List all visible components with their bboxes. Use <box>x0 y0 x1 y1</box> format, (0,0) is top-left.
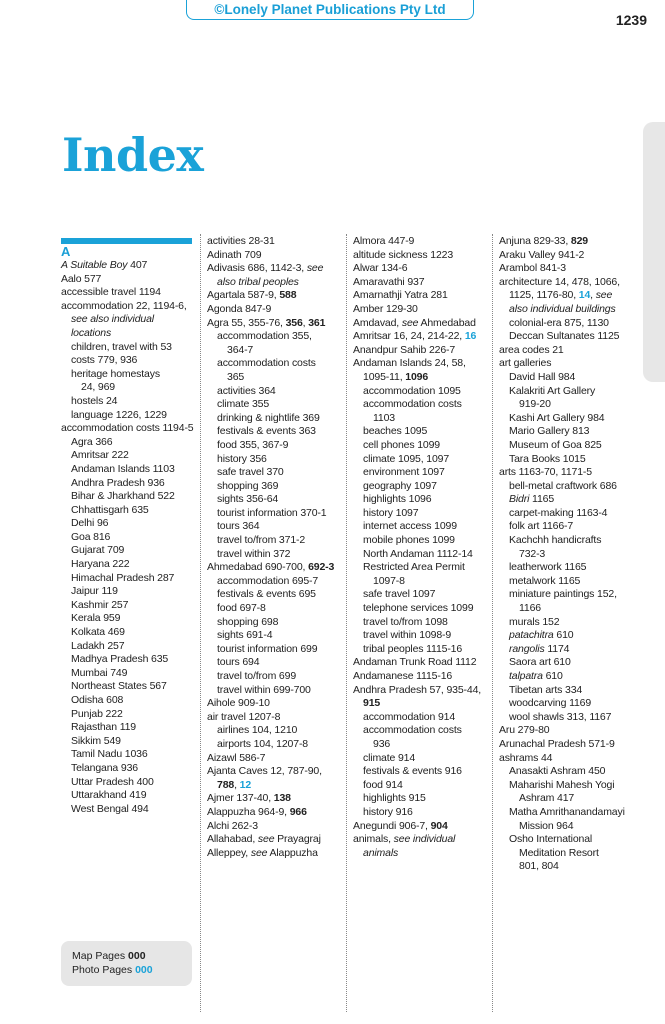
letter-bar <box>61 238 192 244</box>
index-entry: 1125, 1176-80, 14, see <box>509 289 613 302</box>
index-entry: Amarnathji Yatra 281 <box>353 289 448 302</box>
index-entry: food 697-8 <box>217 602 266 615</box>
index-entry: 732-3 <box>519 547 546 560</box>
index-entry: Tibetan arts 334 <box>509 683 583 696</box>
index-entry: bell-metal craftwork 686 <box>509 479 617 492</box>
index-entry: Matha Amrithanandamayi <box>509 805 625 818</box>
index-entry: Tamil Nadu 1036 <box>71 748 148 761</box>
index-entry: shopping 698 <box>217 615 279 628</box>
index-entry: 801, 804 <box>519 860 559 873</box>
index-entry: highlights 1096 <box>363 493 432 506</box>
index-entry: Saora art 610 <box>509 656 571 669</box>
letter-heading: A <box>61 244 71 259</box>
index-entry: Mission 964 <box>519 819 574 832</box>
index-entry: Maharishi Mahesh Yogi <box>509 778 615 791</box>
index-entry: food 914 <box>363 778 403 791</box>
index-entry: tours 694 <box>217 656 260 669</box>
index-entry: travel to/from 699 <box>217 670 297 682</box>
index-entry: Anandpur Sahib 226-7 <box>353 343 456 356</box>
entries-column-2 <box>207 235 342 860</box>
index-entry: children, travel with 53 <box>71 340 172 353</box>
legend-photo-value: 000 <box>135 964 153 976</box>
index-entry: Agra 366 <box>71 435 113 448</box>
index-entry: murals 152 <box>509 615 560 628</box>
index-entry: Amritsar 16, 24, 214-22, 16 <box>353 330 477 343</box>
index-entry: travel within 372 <box>217 547 291 560</box>
index-entry: Amaravathi 937 <box>353 275 425 288</box>
index-entry: accommodation 695-7 <box>217 574 319 587</box>
index-entry: environment 1097 <box>363 466 445 479</box>
legend-map-value: 000 <box>128 950 146 962</box>
index-entry: accommodation 1095 <box>363 384 461 397</box>
index-column-2 <box>207 235 342 860</box>
index-entry: safe travel 1097 <box>363 588 436 601</box>
index-entry: climate 1095, 1097 <box>363 452 450 465</box>
index-entry: patachitra 610 <box>509 629 574 642</box>
index-entry: Allahabad, see Prayagraj <box>207 833 321 846</box>
index-entry: accommodation costs <box>363 724 462 737</box>
index-entry: safe travel 370 <box>217 466 284 479</box>
index-entry: animals, see individual <box>353 833 456 846</box>
index-entry: Andaman Islands 1103 <box>71 462 175 475</box>
index-entry: festivals & events 695 <box>217 588 316 601</box>
index-entry: 919-20 <box>519 398 551 411</box>
index-entry: Araku Valley 941-2 <box>499 248 585 261</box>
index-entry: festivals & events 363 <box>217 425 316 438</box>
index-entry: metalwork 1165 <box>509 574 581 587</box>
index-entry: food 355, 367-9 <box>217 438 289 451</box>
index-entry: leatherwork 1165 <box>509 561 587 574</box>
index-entry: art galleries <box>499 357 552 370</box>
index-entry: see also individual <box>71 313 154 326</box>
index-entry: sights 691-4 <box>217 629 273 642</box>
index-entry: Kolkata 469 <box>71 626 125 639</box>
page-title: Index <box>62 128 204 182</box>
index-entry: history 916 <box>363 805 413 818</box>
index-entry: Arunachal Pradesh 571-9 <box>499 737 615 750</box>
index-entry: airports 104, 1207-8 <box>217 737 308 750</box>
index-entry: Uttarakhand 419 <box>71 789 147 802</box>
index-entry: Kashmir 257 <box>71 598 129 611</box>
index-entry: Ajanta Caves 12, 787-90, <box>207 765 322 778</box>
index-column-4 <box>499 235 639 874</box>
index-entry: costs 779, 936 <box>71 354 138 367</box>
index-entry: Madhya Pradesh 635 <box>71 653 169 666</box>
index-entry: David Hall 984 <box>509 370 576 383</box>
index-entry: internet access 1099 <box>363 520 457 533</box>
index-entry: Ashram 417 <box>519 792 575 805</box>
index-entry: Alwar 134-6 <box>353 262 408 275</box>
index-entry: 1166 <box>519 602 541 615</box>
index-entry: Kashi Art Gallery 984 <box>509 411 605 424</box>
index-entry: telephone services 1099 <box>363 602 474 615</box>
index-entry: accessible travel 1194 <box>61 286 161 299</box>
index-entry: Tara Books 1015 <box>509 452 586 465</box>
index-entry: Gujarat 709 <box>71 544 125 557</box>
index-entry: accommodation 22, 1194-6, <box>61 299 187 312</box>
index-entry: festivals & events 916 <box>363 765 462 778</box>
index-entry: folk art 1166-7 <box>509 520 574 533</box>
page-legend <box>61 941 192 986</box>
index-entry: Delhi 96 <box>71 517 109 530</box>
index-column-1 <box>61 238 192 816</box>
index-entry: cell phones 1099 <box>363 438 440 451</box>
index-entry: Odisha 608 <box>71 694 124 706</box>
index-entry: woodcarving 1169 <box>509 697 592 710</box>
index-entry: Agonda 847-9 <box>207 302 272 315</box>
index-entry: Andhra Pradesh 936 <box>71 476 165 489</box>
index-entry: Amritsar 222 <box>71 449 129 462</box>
index-entry: Amdavad, see Ahmedabad <box>353 316 476 329</box>
index-entry: A Suitable Boy 407 <box>61 259 148 271</box>
index-entry: drinking & nightlife 369 <box>217 411 320 424</box>
index-entry: North Andaman 1112-14 <box>363 547 473 560</box>
index-entry: 1103 <box>373 411 395 424</box>
index-entry: ashrams 44 <box>499 751 553 764</box>
index-entry: Meditation Resort <box>519 846 599 859</box>
index-entry: 936 <box>373 737 391 750</box>
index-entry: 788, 12 <box>217 778 252 791</box>
index-entry: Anasakti Ashram 450 <box>509 765 606 778</box>
index-entry: Alappuzha 964-9, 966 <box>207 805 307 818</box>
index-entry: Goa 816 <box>71 530 111 543</box>
index-entry: arts 1163-70, 1171-5 <box>499 466 592 479</box>
legend-photo-label: Photo Pages <box>72 964 133 976</box>
index-entry: Ladakh 257 <box>71 639 125 652</box>
index-entry: wool shawls 313, 1167 <box>509 710 612 723</box>
index-entry: climate 914 <box>363 751 416 764</box>
index-entry: Kerala 959 <box>71 612 121 625</box>
index-entry: Andaman Trunk Road 1112 <box>353 656 477 669</box>
index-entry: Almora 447-9 <box>353 235 415 247</box>
index-entry: travel within 699-700 <box>217 683 311 696</box>
entries-column-3 <box>353 235 488 860</box>
index-column-3 <box>353 235 488 860</box>
index-entry: tourist information 699 <box>217 642 318 655</box>
column-divider <box>346 234 347 1012</box>
legend-map-label: Map Pages <box>72 950 126 962</box>
index-entry: history 1097 <box>363 506 419 519</box>
index-entry: Aizawl 586-7 <box>207 751 266 764</box>
index-entry: Sikkim 549 <box>71 734 121 747</box>
index-entry: Rajasthan 119 <box>71 721 136 734</box>
index-entry: Northeast States 567 <box>71 680 167 693</box>
index-entry: Jaipur 119 <box>71 585 118 598</box>
index-entry: also tribal peoples <box>217 275 299 288</box>
index-entry: accommodation costs <box>217 357 316 370</box>
index-entry: 1097-8 <box>373 574 405 587</box>
index-entry: Punjab 222 <box>71 707 123 720</box>
index-entry: travel to/from 371-2 <box>217 534 306 547</box>
index-entry: 24, 969 <box>81 381 115 394</box>
column-divider <box>492 234 493 1012</box>
index-entry: beaches 1095 <box>363 425 428 438</box>
index-entry: language 1226, 1229 <box>71 408 167 421</box>
index-entry: carpet-making 1163-4 <box>509 506 608 519</box>
index-entry: travel within 1098-9 <box>363 629 452 642</box>
index-entry: Aalo 577 <box>61 272 102 285</box>
index-entry: tourist information 370-1 <box>217 506 327 519</box>
index-entry: geography 1097 <box>363 479 437 492</box>
page-number: 1239 <box>615 12 647 28</box>
index-entry: Mario Gallery 813 <box>509 425 590 438</box>
index-entry: also individual buildings <box>509 302 616 315</box>
index-entry: Alchi 262-3 <box>207 819 258 832</box>
index-entry: Andaman Islands 24, 58, <box>353 357 466 370</box>
index-entry: Haryana 222 <box>71 558 130 571</box>
legend-map-pages <box>72 949 192 963</box>
index-entry: Chhattisgarh 635 <box>71 503 149 516</box>
index-entry: Deccan Sultanates 1125 <box>509 330 620 343</box>
index-entry: sights 356-64 <box>217 493 279 506</box>
legend-photo-pages <box>72 963 192 977</box>
index-entry: accommodation 355, <box>217 330 312 343</box>
index-entry: Arambol 841-3 <box>499 262 566 275</box>
index-entry: accommodation 914 <box>363 710 456 723</box>
index-entry: climate 355 <box>217 398 270 411</box>
index-entry: Kalakriti Art Gallery <box>509 384 596 397</box>
index-entry: shopping 369 <box>217 479 279 492</box>
index-entry: rangolis 1174 <box>509 642 570 655</box>
index-entry: Osho International <box>509 833 593 846</box>
index-entry: Aihole 909-10 <box>207 697 270 710</box>
index-entry: Andhra Pradesh 57, 935-44, <box>353 683 482 696</box>
index-entry: tribal peoples 1115-16 <box>363 642 463 655</box>
index-entry: Alleppey, see Alappuzha <box>207 846 318 859</box>
index-entry: architecture 14, 478, 1066, <box>499 275 620 288</box>
index-entry: heritage homestays <box>71 367 160 380</box>
index-entry: air travel 1207-8 <box>207 710 281 723</box>
index-entry: area codes 21 <box>499 343 564 356</box>
index-entry: Agartala 587-9, 588 <box>207 289 297 302</box>
index-entry: animals <box>363 846 399 859</box>
index-entry: Restricted Area Permit <box>363 561 465 574</box>
index-entry: West Bengal 494 <box>71 802 149 815</box>
publisher-banner: ©Lonely Planet Publications Pty Ltd <box>186 0 474 20</box>
index-entry: locations <box>71 326 112 339</box>
index-entry: Anegundi 906-7, 904 <box>353 819 448 832</box>
index-entry: activities 364 <box>217 384 276 397</box>
index-entry: accommodation costs 1194-5 <box>61 422 194 435</box>
index-entry: 1095-11, 1096 <box>363 370 429 383</box>
index-entry: Andamanese 1115-16 <box>353 670 453 682</box>
entries-column-1 <box>61 259 192 816</box>
index-entry: history 356 <box>217 452 267 465</box>
index-entry: Ahmedabad 690-700, 692-3 <box>207 561 335 574</box>
index-entry: 364-7 <box>227 343 254 356</box>
index-entry: mobile phones 1099 <box>363 534 455 547</box>
index-entry: colonial-era 875, 1130 <box>509 316 609 329</box>
index-entry: Adivasis 686, 1142-3, see <box>207 262 324 275</box>
index-entry: Agra 55, 355-76, 356, 361 <box>207 316 326 329</box>
index-entry: hostels 24 <box>71 394 118 407</box>
index-entry: highlights 915 <box>363 792 426 805</box>
entries-column-4 <box>499 235 639 874</box>
index-entry: Uttar Pradesh 400 <box>71 775 154 788</box>
index-entry: activities 28-31 <box>207 235 275 247</box>
column-divider <box>200 234 201 1012</box>
index-entry: Telangana 936 <box>71 761 138 774</box>
index-entry: Museum of Goa 825 <box>509 438 602 451</box>
index-entry: airlines 104, 1210 <box>217 724 298 737</box>
index-entry: Mumbai 749 <box>71 666 128 679</box>
index-entry: accommodation costs <box>363 398 462 411</box>
index-entry: Ajmer 137-40, 138 <box>207 792 291 805</box>
index-entry: Himachal Pradesh 287 <box>71 571 175 584</box>
index-entry: miniature paintings 152, <box>509 588 617 601</box>
index-entry: Kachchh handicrafts <box>509 534 602 547</box>
index-entry: altitude sickness 1223 <box>353 248 454 261</box>
index-entry: Amber 129-30 <box>353 302 418 315</box>
side-thumb-tab <box>643 122 665 382</box>
index-entry: Bidri 1165 <box>509 493 555 506</box>
index-entry: tours 364 <box>217 520 260 533</box>
index-entry: 915 <box>363 697 381 710</box>
index-entry: Bihar & Jharkhand 522 <box>71 490 175 503</box>
index-entry: talpatra 610 <box>509 670 563 682</box>
index-entry: Adinath 709 <box>207 248 262 261</box>
index-entry: Anjuna 829-33, 829 <box>499 235 588 247</box>
index-entry: travel to/from 1098 <box>363 615 448 628</box>
index-entry: 365 <box>227 370 245 383</box>
index-entry: Aru 279-80 <box>499 724 550 737</box>
